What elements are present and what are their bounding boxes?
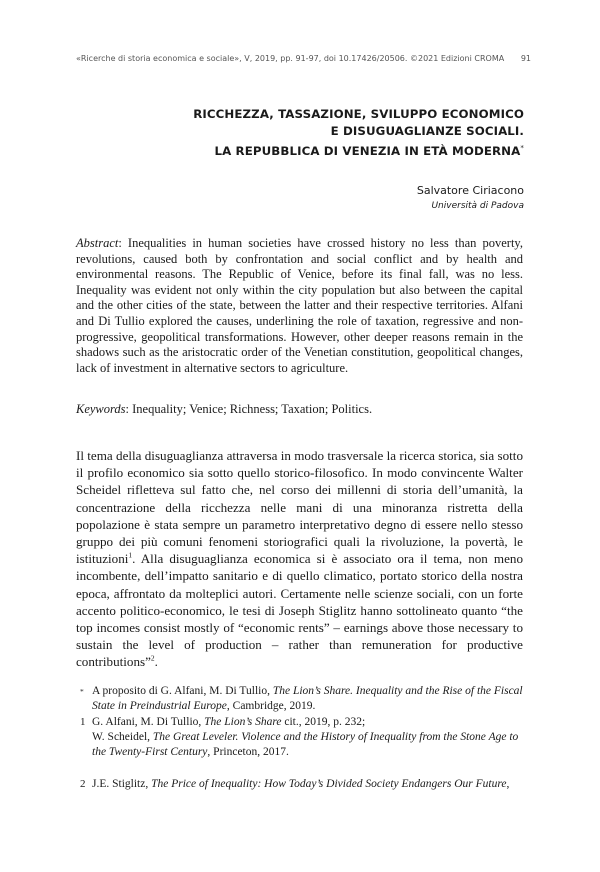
footnote-1-mark: 1: [80, 716, 86, 728]
footnote-star-title: The Lion’s Share. Inequality and the Rise of the Fiscal State in Preindustrial Europe: [92, 685, 523, 713]
title-line-2: E DISUGUAGLIANZE SOCIALI.: [330, 124, 524, 138]
running-head: [76, 54, 531, 63]
author-affiliation: Università di Padova: [431, 201, 524, 211]
body-text-part3: .: [154, 654, 158, 670]
title-line-3-text: LA REPUBBLICA DI VENEZIA IN ETÀ MODERNA: [214, 143, 521, 158]
footnote-1-text-b: [92, 730, 523, 760]
keywords: [76, 402, 523, 417]
page-number: 91: [520, 54, 531, 63]
body-paragraph: [76, 447, 523, 671]
footnote-star-post: , Cambridge, 2019.: [226, 700, 316, 713]
footnote-2-mark: 2: [80, 778, 86, 790]
footnote-ref-1[interactable]: 1: [128, 550, 133, 560]
keywords-label: Keywords: [76, 402, 126, 416]
title-line-3: [150, 140, 524, 160]
footnote-2-title: The Price of Inequality: How Today’s Divided Society Endangers Our Future: [151, 778, 507, 790]
footnote-2-post: ,: [506, 778, 510, 790]
footnote-1: [76, 715, 523, 761]
footnote-star-pre: A proposito di G. Alfani, M. Di Tullio,: [92, 685, 273, 697]
footnote-1-text-a: [92, 715, 523, 730]
abstract: [76, 236, 523, 376]
abstract-label: Abstract: [76, 236, 119, 250]
footnote-star-mark: *: [80, 687, 84, 696]
footnote-star-text: [92, 684, 523, 714]
footnote-2: [76, 777, 523, 792]
running-head-text: «Ricerche di storia economica e sociale», V, 2019, pp. 91-97, doi 10.17426/20506. ©2021 Edizioni CROMA: [76, 54, 505, 63]
footnote-1b-post: , Princeton, 2017.: [207, 746, 289, 759]
footnote-1a-post: cit., 2019, p. 232;: [281, 716, 366, 728]
footnote-2-text: [92, 777, 523, 792]
footnote-star: [76, 684, 523, 714]
footnote-ref-2[interactable]: 2: [150, 654, 155, 664]
body-text-part2: . Alla disuguaglianza economica si è associato ora il tema, non meno incombente, dell’impatto sanitario e di quello climatico, portato storico della nostra epoca, affrontato da molteplici autori. Certamente nelle scienze sociali, con un forte accento politico-economico, le tesi di Joseph Stiglitz hanno sottolineato quanto “the top incomes consist mostly of “economic rents” – earnings above those necessary to sustain the level of production – rather than remuneration for productive contributions”: [76, 551, 523, 670]
abstract-text: : Inequalities in human societies have crossed history no less than poverty, revolutions, caused both by confrontation and social conflict and by health and environmental reasons. The Republic of Venice, before its final fall, was no less. Inequality was evident not only within the city population but also between the capital and the other cities of the state, between the latter and their respective territories. Alfani and Di Tullio explored the causes, underlining the role of taxation, regressive and non-progressive, geopolitical transformations. However, other deeper reasons remain in the shadows such as the aristocratic order of the Venetian constitution, geopolitical changes, lack of investment in alternative sectors to agriculture.: [76, 236, 523, 375]
body-text-part1: Il tema della disuguaglianza attraversa in modo trasversale la ricerca storica, sia sotto il profilo economico sia sotto quello storico-filosofico. In modo convincente Walter Scheidel rifletteva sul fatto che, nel corso dei millenni di storia dell’umanità, la concentrazione della ricchezza nelle mani di una minoranza ristretta della popolazione è stata sempre un parametro interpretativo degno di essere nello stesso gruppo dei più comuni fenomeni storiografici quali la rivoluzione, la povertà, le istituzioni: [76, 448, 523, 567]
footnote-1a-pre: G. Alfani, M. Di Tullio,: [92, 716, 205, 728]
footnote-1a-title: The Lion’s Share: [204, 716, 282, 728]
keywords-text: : Inequality; Venice; Richness; Taxation; Politics.: [125, 402, 373, 416]
footnote-1b-title: The Great Leveler. Violence and the History of Inequality from the Stone Age to the Twenty-First Century: [92, 731, 519, 759]
title-footnote-mark[interactable]: *: [520, 144, 524, 152]
article-title: [150, 106, 524, 160]
footnote-1b-pre: W. Scheidel,: [92, 731, 153, 744]
footnote-2-pre: J.E. Stiglitz,: [92, 778, 152, 790]
author-name: Salvatore Ciriacono: [416, 184, 524, 197]
title-line-1: RICCHEZZA, TASSAZIONE, SVILUPPO ECONOMICO: [193, 107, 524, 121]
